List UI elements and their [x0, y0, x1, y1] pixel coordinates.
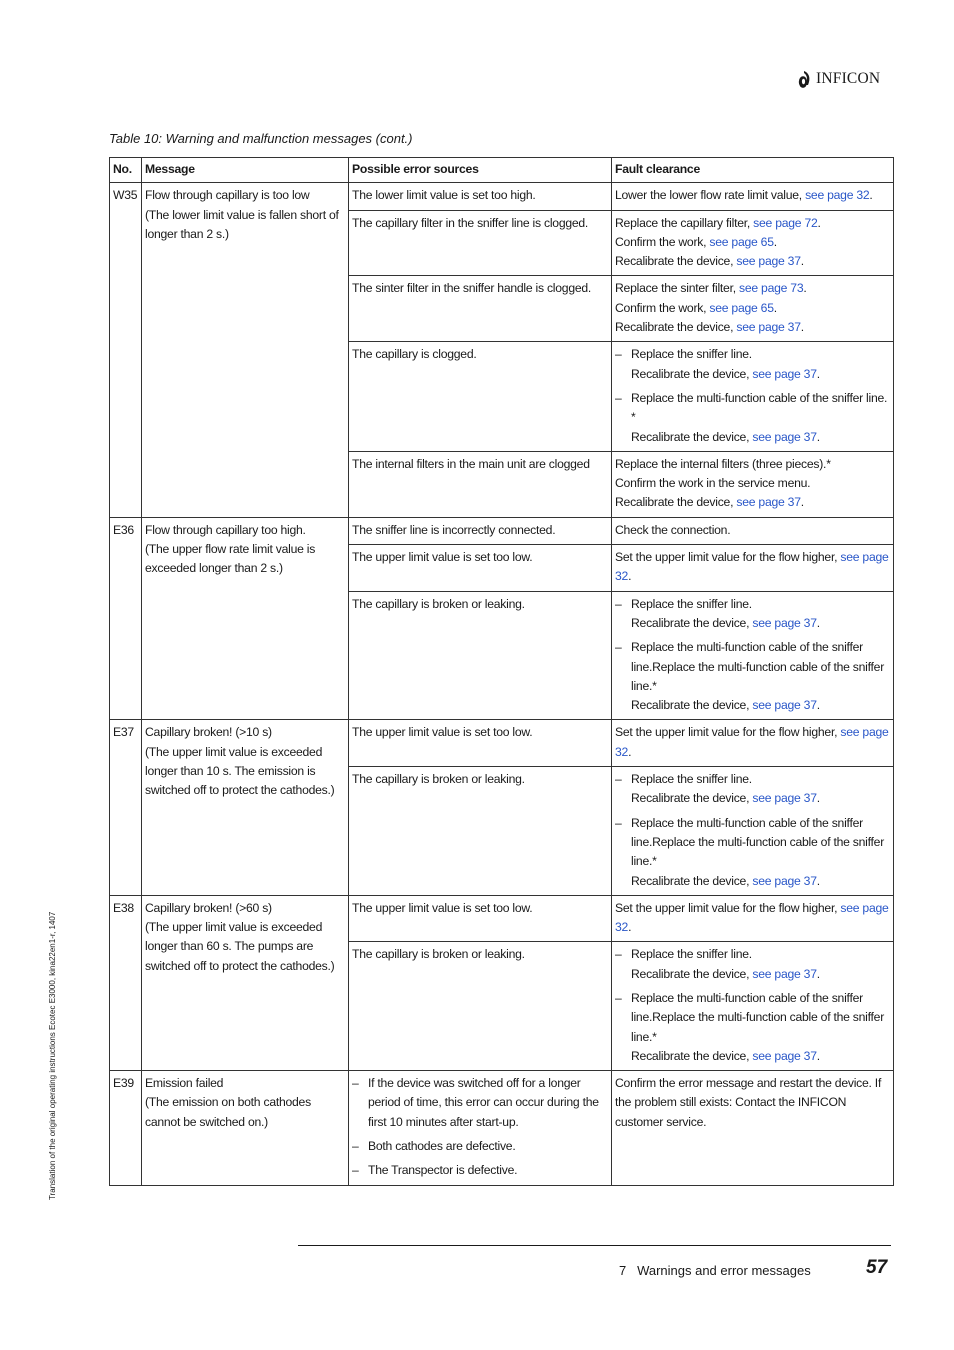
page-link[interactable]: see page 37 — [752, 873, 817, 888]
message-title: Capillary broken! (>60 s) — [145, 900, 272, 915]
footer-chapter: 7 Warnings and error messages — [619, 1263, 811, 1278]
page-link[interactable]: see page 32 — [615, 900, 889, 935]
header-no: No. — [110, 158, 142, 183]
table-row — [110, 517, 894, 544]
header-message: Message — [142, 158, 349, 183]
source-cell: The capillary is clogged. — [349, 342, 612, 451]
message-cell — [142, 517, 349, 720]
source-cell: The capillary is broken or leaking. — [349, 591, 612, 720]
source-cell: The sniffer line is incorrectly connected. — [349, 517, 612, 544]
page-link[interactable]: see page 32 — [805, 188, 870, 203]
page-link[interactable]: see page 37 — [736, 495, 801, 510]
clearance-cell: Set the upper limit value for the flow higher, see page 32. — [612, 720, 894, 767]
source-cell: The capillary is broken or leaking. — [349, 767, 612, 896]
inficon-logo-icon — [796, 69, 814, 89]
brand-name: INFICON — [816, 70, 881, 87]
page-number: 57 — [866, 1257, 888, 1278]
clearance-cell: – Replace the sniffer line. Recalibrate the device, see page 37. – Replace the multi-function cable of the sniffer line.Replace the multi-function cable of the sniffer line.* Recalibrate the device, see page 37. — [612, 591, 894, 720]
message-detail: (The upper flow rate limit value is exceeded longer than 2 s.) — [145, 542, 316, 576]
header-clearance: Fault clearance — [612, 158, 894, 183]
page-link[interactable]: see page 37 — [736, 320, 801, 335]
source-cell: – If the device was switched off for a longer period of time, this error can occur during the first 10 minutes after start-up. – Both cathodes are defective. – The Transpector is defective. — [349, 1071, 612, 1185]
page-link[interactable]: see page 72 — [753, 215, 818, 230]
clearance-cell: Lower the lower flow rate limit value, see page 32. — [612, 183, 894, 210]
code-cell: W35 — [110, 183, 142, 517]
message-cell — [142, 183, 349, 517]
code-cell: E37 — [110, 720, 142, 895]
page-link[interactable]: see page 73 — [739, 281, 804, 296]
page-link[interactable]: see page 32 — [615, 550, 889, 584]
source-cell: The sinter filter in the sniffer handle is clogged. — [349, 276, 612, 342]
inficon-logo — [796, 68, 892, 90]
clearance-cell: Replace the capillary filter, see page 72. Confirm the work, see page 65. Recalibrate the device, see page 37. — [612, 210, 894, 276]
table-row — [110, 895, 894, 942]
code-cell: E36 — [110, 517, 142, 720]
clearance-cell: Set the upper limit value for the flow higher, see page 32. — [612, 545, 894, 592]
source-cell: The capillary is broken or leaking. — [349, 942, 612, 1071]
page-link[interactable]: see page 37 — [752, 429, 817, 444]
message-cell — [142, 895, 349, 1070]
messages-table — [109, 157, 894, 1186]
clearance-cell: – Replace the sniffer line. Recalibrate the device, see page 37. – Replace the multi-function cable of the sniffer line.Replace the multi-function cable of the sniffer line.* Recalibrate the device, see page 37. — [612, 767, 894, 896]
page-link[interactable]: see page 37 — [752, 1048, 817, 1063]
message-detail: (The upper limit value is exceeded longer than 10 s. The emission is switched off to protect the cathodes.) — [145, 744, 335, 798]
header-sources: Possible error sources — [349, 158, 612, 183]
message-cell — [142, 720, 349, 895]
code-cell: E38 — [110, 895, 142, 1070]
table-row — [110, 1071, 894, 1185]
message-detail: (The emission on both cathodes cannot be switched on.) — [145, 1095, 311, 1129]
table-row — [110, 720, 894, 767]
message-title: Capillary broken! (>10 s) — [145, 725, 272, 740]
source-cell: The lower limit value is set too high. — [349, 183, 612, 210]
page-link[interactable]: see page 37 — [736, 254, 801, 269]
page-link[interactable]: see page 37 — [752, 698, 817, 713]
page-link[interactable]: see page 65 — [709, 300, 774, 315]
clearance-cell: – Replace the sniffer line. Recalibrate the device, see page 37. – Replace the multi-function cable of the sniffer line.Replace the multi-function cable of the sniffer line.* Recalibrate the device, see page 37. — [612, 942, 894, 1071]
message-title: Flow through capillary too high. — [145, 522, 306, 537]
footer-divider — [298, 1245, 891, 1246]
source-cell: The capillary filter in the sniffer line is clogged. — [349, 210, 612, 276]
message-title: Flow through capillary is too low — [145, 188, 310, 203]
page-link[interactable]: see page 37 — [752, 966, 817, 981]
table-header-row — [110, 158, 894, 183]
clearance-cell: Confirm the error message and restart the device. If the problem still exists: Contact the INFICON customer service. — [612, 1071, 894, 1185]
source-cell: The upper limit value is set too low. — [349, 720, 612, 767]
page-link[interactable]: see page 37 — [752, 366, 817, 381]
table-caption: Table 10: Warning and malfunction messages (cont.) — [109, 131, 413, 146]
clearance-cell: – Replace the sniffer line. Recalibrate the device, see page 37. – Replace the multi-function cable of the sniffer line. * Recalibrate the device, see page 37. — [612, 342, 894, 451]
clearance-cell: Check the connection. — [612, 517, 894, 544]
table-row — [110, 183, 894, 210]
page-link[interactable]: see page 37 — [752, 791, 817, 806]
document-reference: Translation of the original operating instructions Ecotec E3000, kina22en1-r, 1407 — [48, 911, 57, 1200]
clearance-cell: Set the upper limit value for the flow higher, see page 32. — [612, 895, 894, 942]
source-cell: The upper limit value is set too low. — [349, 895, 612, 942]
message-detail: (The lower limit value is fallen short of longer than 2 s.) — [145, 207, 339, 241]
message-title: Emission failed — [145, 1076, 224, 1091]
page-link[interactable]: see page 37 — [752, 615, 817, 630]
page-link[interactable]: see page 65 — [709, 234, 774, 249]
source-cell: The upper limit value is set too low. — [349, 545, 612, 592]
code-cell: E39 — [110, 1071, 142, 1185]
page-link[interactable]: see page 32 — [615, 725, 889, 759]
clearance-cell: Replace the internal filters (three pieces).* Confirm the work in the service menu. Recalibrate the device, see page 37. — [612, 451, 894, 517]
clearance-cell: Replace the sinter filter, see page 73. Confirm the work, see page 65. Recalibrate the device, see page 37. — [612, 276, 894, 342]
message-detail: (The upper limit value is exceeded longer than 60 s. The pumps are switched off to protect the cathodes.) — [145, 920, 335, 973]
source-cell: The internal filters in the main unit are clogged — [349, 451, 612, 517]
message-cell — [142, 1071, 349, 1185]
